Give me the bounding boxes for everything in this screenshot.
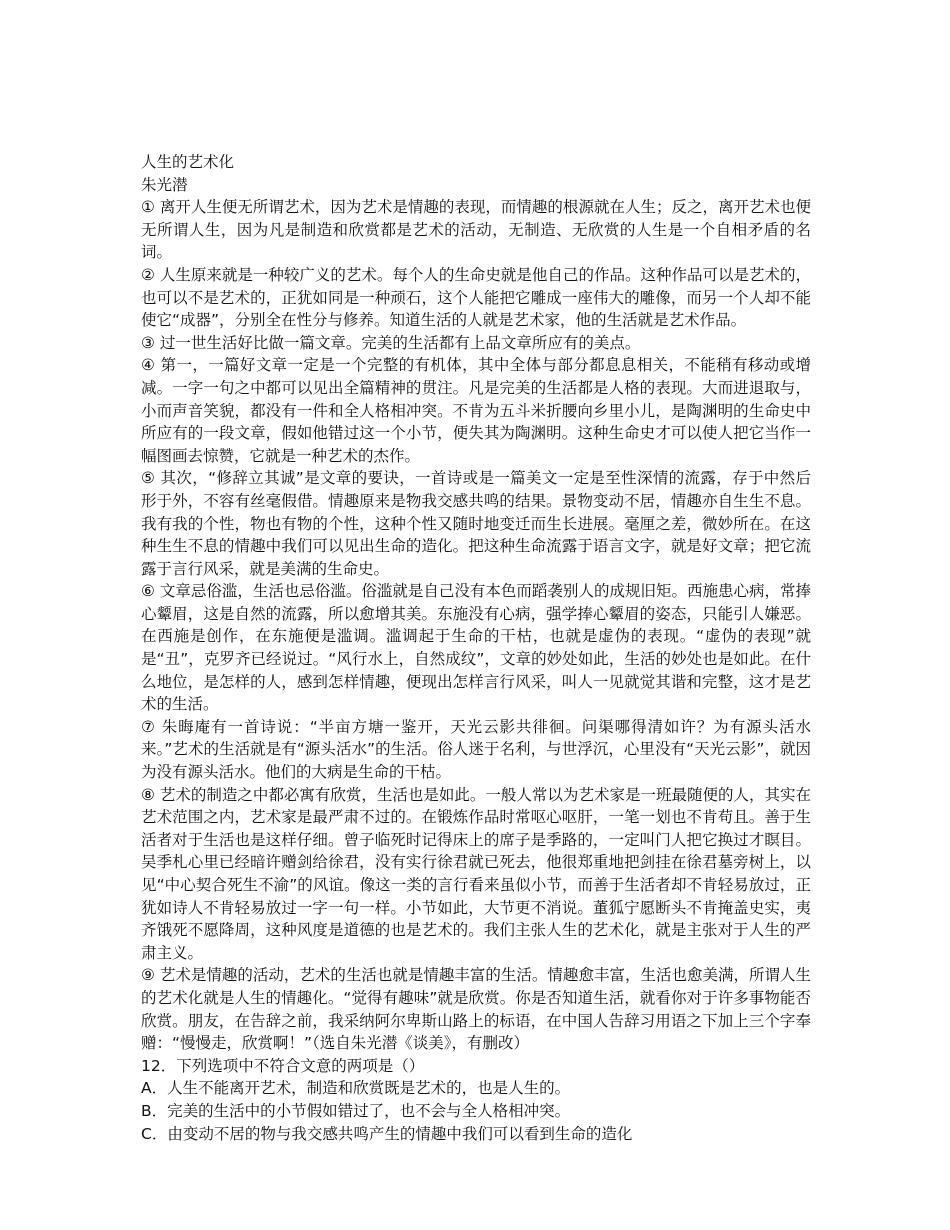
paragraph-7: ⑦ 朱晦庵有一首诗说：“半亩方塘一鉴开，天光云影共徘徊。问渠哪得清如许？为有源头活水来。”艺术的生活就是有“源头活水”的生活。俗人迷于名利，与世浮沉，心里没有“天光云影”，就因为没有源头活水。他们的大病是生命的干枯。: [141, 717, 811, 782]
paragraph-5: ⑤ 其次，“修辞立其诚”是文章的要诀，一首诗或是一篇美文一定是至性深情的流露，存于中然后形于外，不容有丝毫假借。情趣原来是物我交感共鸣的结果。景物变动不居，情趣亦自生生不息。我有我的个性，物也有物的个性，这种个性又随时地变迁而生长进展。毫厘之差，微妙所在。在这种生生不息的情趣中我们可以见出生命的造化。把这种生命流露于语言文字，就是好文章；把它流露于言行风采，就是美满的生命史。: [141, 469, 811, 578]
paragraph-4: ④ 第一，一篇好文章一定是一个完整的有机体，其中全体与部分都息息相关，不能稍有移动或增减。一字一句之中都可以见出全篇精神的贯注。凡是完美的生活都是人格的表现。大而进退取与，小而声音笑貌，都没有一件和全人格相冲突。不肯为五斗米折腰向乡里小儿，是陶渊明的生命史中所应有的一段文章，假如他错过这一个小节，便失其为陶渊明。这种生命史才可以使人把它当作一幅图画去惊赞，它就是一种艺术的杰作。: [141, 356, 811, 465]
paragraph-1: ① 离开人生便无所谓艺术，因为艺术是情趣的表现，而情趣的根源就在人生；反之，离开艺术也便无所谓人生，因为凡是制造和欣赏都是艺术的活动，无制造、无欣赏的人生是一个自相矛盾的名词。: [141, 198, 811, 262]
option-c: C．由变动不居的物与我交感共鸣产生的情趣中我们可以看到生命的造化: [141, 1124, 633, 1143]
paragraph-9: ⑨ 艺术是情趣的活动，艺术的生活也就是情趣丰富的生活。情趣愈丰富，生活也愈美满，所谓人生的艺术化就是人生的情趣化。“觉得有趣味”就是欣赏。你是否知道生活，就看你对于许多事物能否欣赏。朋友，在告辞之前，我采纳阿尔卑斯山路上的标语，在中国人告辞习用语之下加上三个字奉赠：“慢慢走，欣赏啊！”（选自朱光潜《谈美》，有删改）: [141, 966, 811, 1053]
paragraph-8: ⑧ 艺术的制造之中都必寓有欣赏，生活也是如此。一般人常以为艺术家是一班最随便的人，其实在艺术范围之内，艺术家是最严肃不过的。在锻炼作品时常呕心呕肝，一笔一划也不肯苟且。善于生活者对于生活也是这样仔细。曾子临死时记得床上的席子是季路的，一定叫门人把它换过才瞑目。吴季札心里已经暗许赠剑给徐君，没有实行徐君就已死去，他很郑重地把剑挂在徐君墓旁树上，以见“中心契合死生不渝”的风谊。像这一类的言行看来虽似小节，而善于生活者却不肯轻易放过，正犹如诗人不肯轻易放过一字一句一样。小节如此，大节更不消说。董狐宁愿断头不肯掩盖史实，夷齐饿死不愿降周，这种风度是道德的也是艺术的。我们主张人生的艺术化，就是主张对于人生的严肃主义。: [141, 785, 811, 962]
article-title: 人生的艺术化: [141, 153, 235, 171]
paragraph-2: ② 人生原来就是一种较广义的艺术。每个人的生命史就是他自己的作品。这种作品可以是艺术的，也可以不是艺术的，正犹如同是一种顽石，这个人能把它雕成一座伟大的雕像，而另一个人却不能使它“成器”，分别全在性分与修养。知道生活的人就是艺术家，他的生活就是艺术作品。: [141, 265, 811, 330]
paragraph-3: ③ 过一世生活好比做一篇文章。完美的生活都有上品文章所应有的美点。: [141, 333, 641, 352]
document-body: [141, 151, 811, 1145]
article-author: 朱光潜: [141, 175, 188, 194]
option-a: A．人生不能离开艺术，制造和欣赏既是艺术的，也是人生的。: [141, 1079, 571, 1098]
paragraph-6: ⑥ 文章忌俗滥，生活也忌俗滥。俗滥就是自己没有本色而蹈袭别人的成规旧矩。西施患心病，常捧心颦眉，这是自然的流露，所以愈增其美。东施没有心病，强学捧心颦眉的姿态，只能引人嫌恶。在西施是创作，在东施便是滥调。滥调起于生命的干枯，也就是虚伪的表现。“虚伪的表现”就是“丑”，克罗齐已经说过。“风行水上，自然成纹”，文章的妙处如此，生活的妙处也是如此。在什么地位，是怎样的人，感到怎样情趣，便现出怎样言行风采，叫人一见就觉其谐和完整，这才是艺术的生活。: [141, 582, 811, 714]
option-b: B．完美的生活中的小节假如错过了，也不会与全人格相冲突。: [141, 1101, 571, 1120]
question-stem: 12．下列选项中不符合文意的两项是（）: [141, 1056, 425, 1075]
